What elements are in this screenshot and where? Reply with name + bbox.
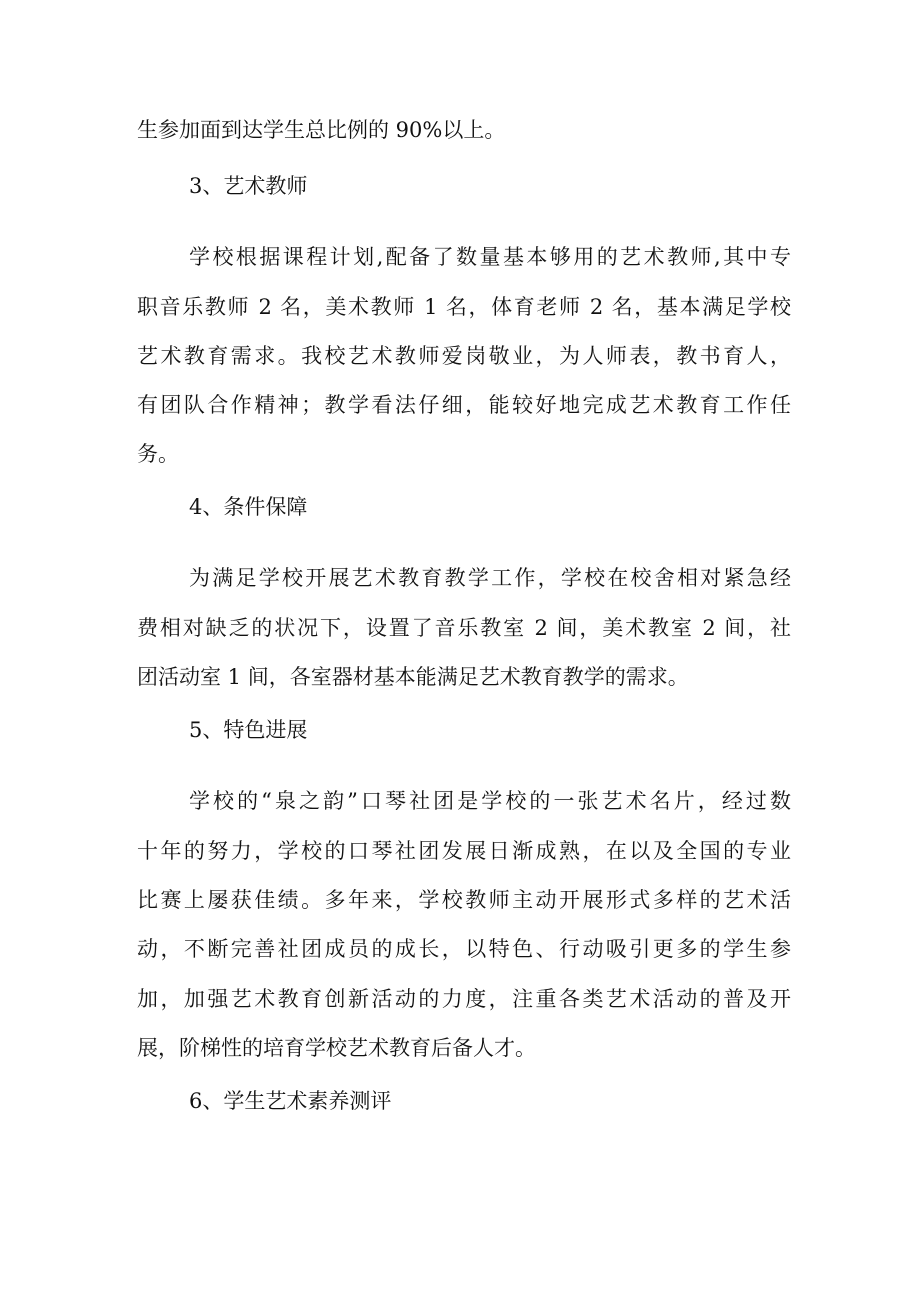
paragraph-line: 动，不断完善社团成员的成长，以特色、行动吸引更多的学生参 <box>137 937 791 961</box>
paragraph-line: 团活动室 1 间，各室器材基本能满足艺术教育教学的需求。 <box>137 665 689 689</box>
section-heading-features: 5、特色进展 <box>189 718 308 742</box>
paragraph-line: 十年的努力，学校的口琴社团发展日渐成熟，在以及全国的专业 <box>137 839 791 863</box>
paragraph-line: 职音乐教师 2 名，美术教师 1 名，体育老师 2 名，基本满足学校 <box>137 295 791 319</box>
section-heading-assessment: 6、学生艺术素养测评 <box>189 1089 392 1113</box>
section-heading-art-teachers: 3、艺术教师 <box>189 174 308 198</box>
paragraph-line: 艺术教育需求。我校艺术教师爱岗敬业，为人师表，教书育人， <box>137 344 791 368</box>
paragraph-line: 比赛上屡获佳绩。多年来，学校教师主动开展形式多样的艺术活 <box>137 888 791 912</box>
paragraph-line: 务。 <box>137 442 179 466</box>
paragraph-line: 为满足学校开展艺术教育教学工作，学校在校舍相对紧急经 <box>189 566 791 590</box>
paragraph-line: 加，加强艺术教育创新活动的力度，注重各类艺术活动的普及开 <box>137 987 791 1011</box>
paragraph-line: 展，阶梯性的培育学校艺术教育后备人才。 <box>137 1036 536 1060</box>
section-heading-conditions: 4、条件保障 <box>189 495 308 519</box>
paragraph-line: 费相对缺乏的状况下，设置了音乐教室 2 间，美术教室 2 间，社 <box>137 616 791 640</box>
paragraph-line: 生参加面到达学生总比例的 90%以上。 <box>137 118 506 142</box>
paragraph-line: 学校的“泉之韵”口琴社团是学校的一张艺术名片，经过数 <box>189 789 791 813</box>
paragraph-line: 有团队合作精神；教学看法仔细，能较好地完成艺术教育工作任 <box>137 393 791 417</box>
paragraph-line: 学校根据课程计划,配备了数量基本够用的艺术教师,其中专 <box>189 245 791 269</box>
